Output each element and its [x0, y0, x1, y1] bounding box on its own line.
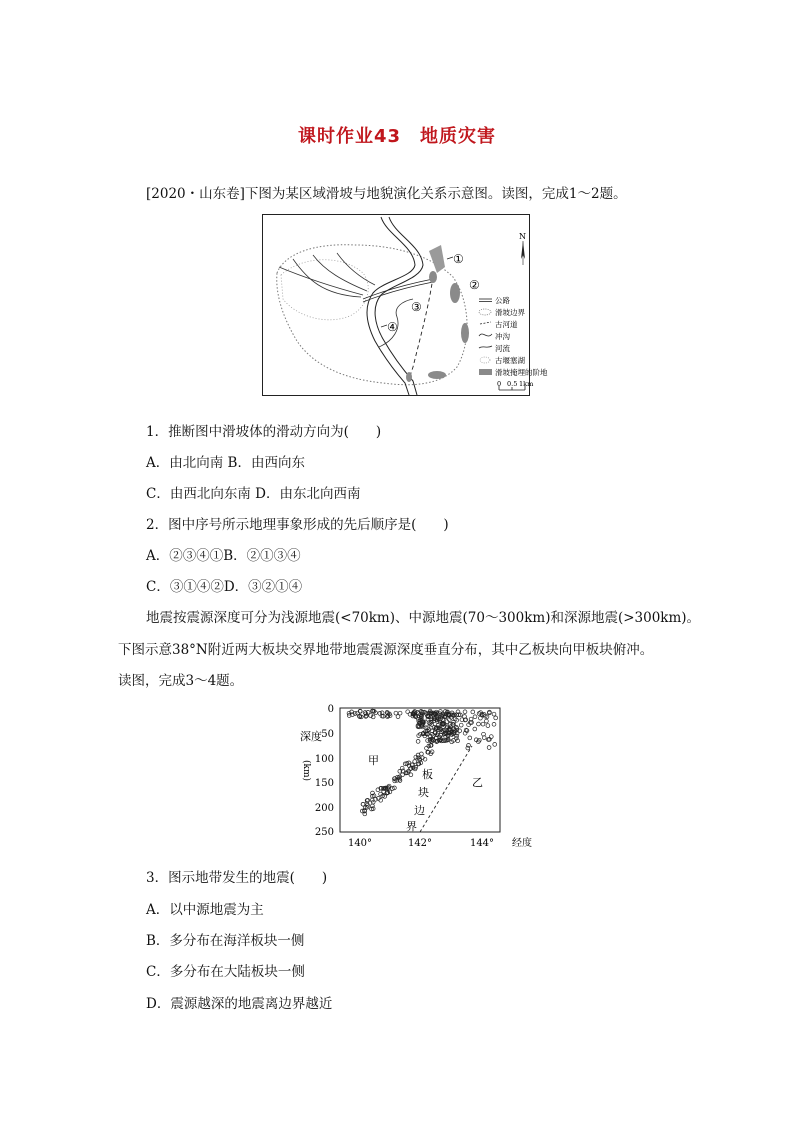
legend-dammed-lake: 古堰塞湖	[495, 356, 525, 365]
x-tick: 142°	[407, 838, 433, 849]
q2-options-cd: C．③①④②D．③②①④	[146, 579, 303, 595]
y-tick: 200	[314, 803, 334, 814]
marker-3: ③	[411, 300, 422, 314]
scale-0: 0	[497, 380, 502, 388]
earthquake-depth-chart	[296, 700, 536, 850]
landslide-map-svg	[263, 215, 548, 395]
y-tick: 50	[321, 729, 334, 740]
x-tick: 144°	[469, 838, 495, 849]
page-title: 课时作业43 地质灾害	[297, 126, 497, 147]
y-tick: 0	[327, 704, 334, 715]
q3-option-d: D．震源越深的地震离边界越近	[146, 996, 333, 1012]
scale-1km: 1km	[519, 380, 534, 388]
plate-a-label: 甲	[368, 754, 379, 767]
y-ticks	[315, 704, 334, 838]
boundary-label-1: 板	[422, 768, 433, 781]
earthquake-depth-svg	[296, 700, 536, 850]
scale-half: 0.5	[507, 380, 518, 388]
q2-stem: 2．图中序号所示地理事象形成的先后顺序是( )	[146, 517, 449, 533]
legend-landslide-boundary: 滑坡边界	[495, 308, 525, 317]
marker-2: ②	[469, 278, 480, 292]
y-tick: 150	[314, 778, 334, 789]
boundary-label-3: 边	[414, 804, 425, 817]
y-tick: 250	[314, 827, 334, 838]
x-tick: 140°	[347, 838, 373, 849]
boundary-label-4: 界	[406, 820, 417, 833]
map-legend	[479, 295, 548, 390]
y-tick: 100	[314, 754, 334, 765]
q2-options-ab: A．②③④①B．②①③④	[146, 548, 301, 564]
legend-river: 河流	[495, 344, 510, 353]
plate-b-label: 乙	[472, 776, 483, 789]
svg-text:N: N	[519, 232, 526, 241]
q3-option-c: C．多分布在大陆板块一侧	[146, 964, 305, 980]
intro-text-2c: 读图，完成3～4题。	[118, 673, 244, 689]
legend-buried-terrace: 滑坡掩埋的阶地	[495, 368, 548, 377]
y-axis-unit: (km)	[301, 760, 311, 782]
legend-gully: 冲沟	[495, 332, 510, 341]
marker-1: ①	[453, 252, 464, 266]
marker-4: ④	[387, 320, 398, 334]
q3-stem: 3．图示地带发生的地震( )	[146, 870, 328, 886]
q3-option-b: B．多分布在海洋板块一侧	[146, 933, 305, 949]
legend-ancient-channel: 古河道	[495, 320, 518, 329]
q3-option-a: A．以中源地震为主	[146, 902, 264, 918]
intro-text-2a: 地震按震源深度可分为浅源地震(<70km)、中源地震(70～300km)和深源地震(>300km)。	[146, 610, 701, 626]
q1-options-cd: C．由西北向东南 D．由东北向西南	[146, 486, 361, 502]
boundary-label-2: 块	[418, 786, 429, 799]
q1-stem: 1．推断图中滑坡体的滑动方向为( )	[146, 424, 382, 440]
legend-road: 公路	[495, 296, 510, 305]
q1-options-ab: A．由北向南 B．由西向东	[146, 455, 305, 471]
landslide-map	[262, 214, 548, 396]
intro-text-2b: 下图示意38°N附近两大板块交界地带地震震源深度垂直分布，其中乙板块向甲板块俯冲。	[118, 642, 654, 658]
intro-text-1: [2020・山东卷]下图为某区域滑坡与地貌演化关系示意图。读图，完成1～2题。	[146, 186, 627, 202]
x-ticks	[348, 836, 532, 849]
x-axis-label: 经度	[512, 838, 532, 849]
y-axis-label-1: 深度	[300, 730, 322, 743]
north-arrow-icon	[519, 232, 526, 265]
